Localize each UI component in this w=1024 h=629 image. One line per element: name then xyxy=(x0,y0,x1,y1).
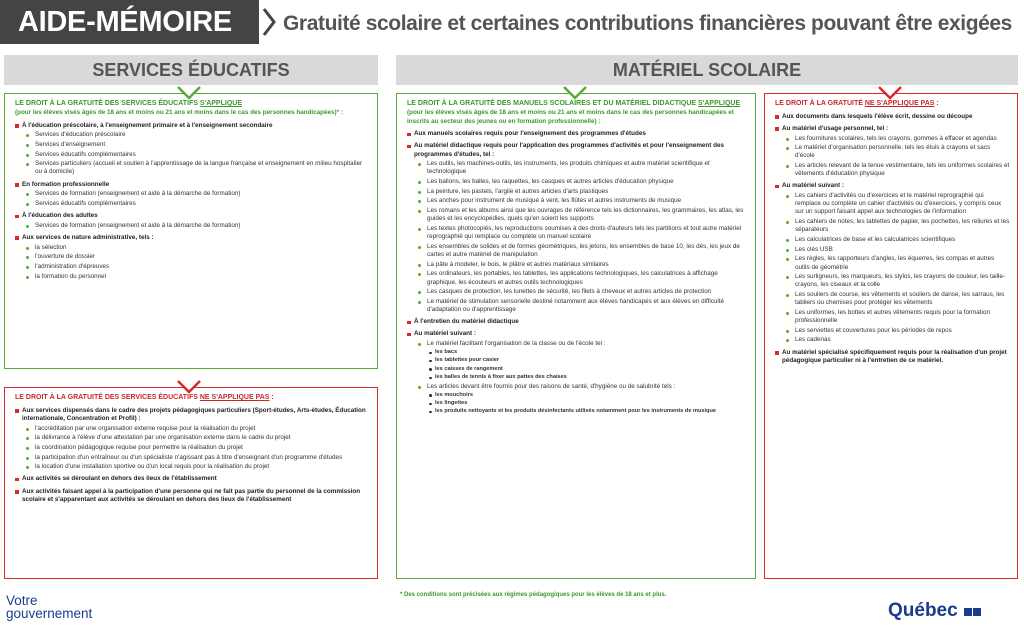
list-item: Les cahiers de notes, les tablettes de papier, les pochettes, les reliures et les séparateurs xyxy=(795,218,1010,234)
materiel-applies-heading: LE DROIT À LA GRATUITÉ DES MANUELS SCOLAIRES ET DU MATÉRIEL DIDACTIQUE S'APPLIQUE (pour les élèves visés âgés de 18 ans et moins ou 21 ans et moins dans le cas des personnes handicapées et inscrits au secteur des jeunes ou en formation professionnelle) : xyxy=(407,100,741,125)
materiel-group-suivant: Au matériel suivant : xyxy=(407,330,748,338)
list-item: les bacs xyxy=(435,349,748,356)
group-heading: En formation professionnelle xyxy=(15,181,370,189)
bullet-list xyxy=(35,190,370,208)
group-heading: Au matériel spécialisé spécifiquement requis pour la réalisation d'un projet pédagogique particulier ni à l'entretien de ce matériel. xyxy=(775,349,1010,365)
list-item: Services d'enseignement xyxy=(35,141,370,149)
materiel-not-applies-panel xyxy=(764,93,1018,579)
list-item: Les casques de protection, les lunettes de sécurité, les filets à cheveux et autres articles de protection xyxy=(427,288,748,296)
list-item: Les surligneurs, les marqueurs, les stylos, les crayons de couleur, les taille-crayons, les ciseaux et la colle xyxy=(795,273,1010,289)
list-item: Services de formation (enseignement et aide à la démarche de formation) xyxy=(35,222,370,230)
services-applies-heading: LE DROIT À LA GRATUITÉ DES SERVICES ÉDUCATIFS S'APPLIQUE (pour les élèves visés âgés de 18 ans et moins ou 21 ans et moins dans le cas des personnes handicapées)* : xyxy=(15,100,343,116)
group-heading: Aux services dispensés dans le cadre des projets pédagogiques particuliers (Sport-études, Arts-études, Éducation internationale, Concentration et Profil) : xyxy=(15,407,370,423)
bullet-list xyxy=(35,222,370,230)
votre-gouvernement-logo: Votre gouvernement xyxy=(6,593,93,621)
list-item: Les articles relevant de la tenue vestimentaire, tels les uniformes scolaires et vêtements d'éducation physique xyxy=(795,162,1010,178)
bullet-list xyxy=(35,244,370,281)
list-item: Services éducatifs complémentaires xyxy=(35,200,370,208)
materiel-group-entretien: À l'entretien du matériel didactique xyxy=(407,318,748,326)
list-item: la participation d'un entraîneur ou d'un spécialiste n'agissant pas à titre d'enseignant d'un programme d'études xyxy=(35,454,370,462)
materiel-group-didactique: Au matériel didactique requis pour l'application des programmes d'activités et pour l'enseignement des programmes d'études, tel : xyxy=(407,142,748,158)
list-item: Les textes photocopiés, les reproductions soumises à des droits d'auteurs tels les partitions et tout autre matériel reprographié qui remplace ou complète un manuel scolaire xyxy=(427,225,748,241)
list-item: les produits nettoyants et les produits désinfectants utilisés notamment pour les instruments de musique xyxy=(435,408,748,415)
list-item: la location d'une installation sportive ou d'un local requis pour la réalisation du projet xyxy=(35,463,370,471)
list-item: La peinture, les pastels, l'argile et autres articles d'arts plastiques xyxy=(427,188,748,196)
materiel-group-manuels: Aux manuels scolaires requis pour l'enseignement des programmes d'études xyxy=(407,130,748,138)
list-item: les mouchoirs xyxy=(435,392,748,399)
list-item: Les cahiers d'activités ou d'exercices et le matériel reprographié qui remplace ou complète un cahier d'activités ou d'exercices, y compris ceux sur un support faisant appel aux technologies de l'information xyxy=(795,192,1010,217)
group-heading: Aux services de nature administrative, tels : xyxy=(15,234,370,242)
list-item: Les souliers de course, les vêtements et souliers de danse, les sarraus, les tabliers ou chemises pour protéger les vêtements xyxy=(795,291,1010,307)
list-item: Les clés USB xyxy=(795,246,1010,254)
list-item: Le matériel de stimulation sensorielle destiné notamment aux élèves handicapés et aux élèves en difficulté d'adaptation ou d'apprentissage xyxy=(427,298,748,314)
list-item: Les romans et les albums ainsi que les ouvrages de référence tels les dictionnaires, les grammaires, les atlas, les guides et les encyclopédies, quels qu'en soient les supports xyxy=(427,207,748,223)
group-heading: Aux documents dans lesquels l'élève écrit, dessine ou découpe xyxy=(775,113,1010,121)
page-title: AIDE-MÉMOIRE xyxy=(0,0,259,44)
quebec-logo: Québec xyxy=(888,599,981,624)
list-item: Les ballons, les balles, les raquettes, les casques et autres articles d'éducation physique xyxy=(427,178,748,186)
group-heading: À l'éducation préscolaire, à l'enseignement primaire et à l'enseignement secondaire xyxy=(15,122,370,130)
footnote: * Des conditions sont précisées aux régimes pédagogiques pour les élèves de 18 ans et plus. xyxy=(400,592,667,598)
list-item: Les anches pour instrument de musique à vent, les flûtes et autres instruments de musique xyxy=(427,197,748,205)
list-item: Services de formation (enseignement et aide à la démarche de formation) xyxy=(35,190,370,198)
chevron-right-icon xyxy=(261,6,277,38)
list-item: la coordination pédagogique requise pour permettre la réalisation du projet xyxy=(35,444,370,452)
list-item: Les outils, les machines-outils, les instruments, les produits chimiques et autre matériel scientifique et technologique xyxy=(427,160,748,176)
group-heading: Aux activités se déroulant en dehors des lieux de l'établissement xyxy=(15,475,370,483)
list-item: Le matériel d'organisation personnelle, tels les étuis à crayons et sacs d'école xyxy=(795,144,1010,160)
materiel-applies-panel xyxy=(396,93,756,579)
suivant-list xyxy=(427,340,748,416)
cross-chevron-icon xyxy=(877,86,903,100)
list-item: Services particuliers (accueil et soutien à l'apprentissage de la langue française et enseignement en milieu hospitalier ou à domicile) xyxy=(35,160,370,176)
list-item: les tablettes pour casier xyxy=(435,357,748,364)
sub-list xyxy=(435,392,748,416)
list-item: Services éducatifs complémentaires xyxy=(35,151,370,159)
bullet-list xyxy=(35,425,370,472)
group-heading: Au matériel d'usage personnel, tel : xyxy=(775,125,1010,133)
services-header: SERVICES ÉDUCATIFS xyxy=(4,55,378,85)
fleurdelise-icon xyxy=(973,608,981,616)
group-heading: Aux activités faisant appel à la participation d'une personne qui ne fait pas partie du personnel de la commission scolaire et s'apparentant aux activités se déroulant en dehors des lieux de l'établissement xyxy=(15,488,370,504)
list-item: la délivrance à l'élève d'une attestation par une organisation externe dans le cadre du projet xyxy=(35,434,370,442)
check-chevron-icon xyxy=(176,86,202,100)
list-item: Les règles, les rapporteurs d'angles, les équerres, les compas et autres outils de géométrie xyxy=(795,255,1010,271)
bullet-list xyxy=(35,131,370,176)
list-item: Le matériel facilitant l'organisation de la classe ou de l'école tel : les bacs les tablettes pour casier les caisses de rangement les balles de tennis à fixer aux pattes des chaises xyxy=(427,340,748,381)
list-item: Les cadenas xyxy=(795,336,1010,344)
list-item: l'ouverture de dossier xyxy=(35,253,370,261)
services-applies-groups xyxy=(15,122,370,281)
services-applies-panel xyxy=(4,93,378,369)
services-not-applies-panel xyxy=(4,387,378,579)
list-item: la formation du personnel xyxy=(35,273,370,281)
list-item: Les serviettes et couvertures pour les périodes de repos xyxy=(795,327,1010,335)
services-not-applies-groups xyxy=(15,407,370,504)
materiel-not-applies-groups xyxy=(775,113,1010,365)
list-item: la sélection xyxy=(35,244,370,252)
group-heading: À l'éducation des adultes xyxy=(15,212,370,220)
list-item: Services d'éducation préscolaire xyxy=(35,131,370,139)
list-item: les caisses de rangement xyxy=(435,366,748,373)
page-subtitle: Gratuité scolaire et certaines contributions financières pouvant être exigées xyxy=(283,12,1012,35)
fleurdelise-icon xyxy=(964,608,972,616)
list-item: Les uniformes, les bottes et autres vêtements requis pour la formation professionnelle xyxy=(795,309,1010,325)
list-item: l'administration d'épreuves xyxy=(35,263,370,271)
didactique-list xyxy=(427,160,748,314)
list-item: Les ordinateurs, les portables, les tablettes, les applications technologiques, les calculatrices à affichage graphique, les écouteurs et autres outils technologiques xyxy=(427,270,748,286)
list-item: les lingettes xyxy=(435,400,748,407)
check-chevron-icon xyxy=(562,86,588,100)
bullet-list xyxy=(795,135,1010,179)
group-heading: Au matériel suivant : xyxy=(775,182,1010,190)
list-item: Les fournitures scolaires, tels les crayons, gommes à effacer et agendas xyxy=(795,135,1010,143)
materiel-not-applies-heading: LE DROIT À LA GRATUITÉ NE S'APPLIQUE PAS : xyxy=(775,100,939,107)
sub-list xyxy=(435,349,748,381)
bullet-list xyxy=(795,192,1010,344)
list-item: Les ensembles de solides et de formes géométriques, les jetons, les ensembles de base 10, les dés, les jeux de cartes et autre matériel de manipulation xyxy=(427,243,748,259)
list-item: La pâte à modeler, le bois, le plâtre et autres matériaux similaires xyxy=(427,261,748,269)
materiel-header: MATÉRIEL SCOLAIRE xyxy=(396,55,1018,85)
services-not-applies-heading: LE DROIT À LA GRATUITÉ DES SERVICES ÉDUCATIFS NE S'APPLIQUE PAS : xyxy=(15,394,274,401)
cross-chevron-icon xyxy=(176,380,202,394)
list-item: Les calculatrices de base et les calculatrices scientifiques xyxy=(795,236,1010,244)
list-item: les balles de tennis à fixer aux pattes des chaises xyxy=(435,374,748,381)
list-item: Les articles devant être fournis pour des raisons de santé, d'hygiène ou de salubrité tels : les mouchoirs les lingettes les produits nettoyants et les produits désinfectants utilisés notamment pour les instruments de musique xyxy=(427,383,748,416)
list-item: l'accréditation par une organisation externe requise pour la réalisation du projet xyxy=(35,425,370,433)
